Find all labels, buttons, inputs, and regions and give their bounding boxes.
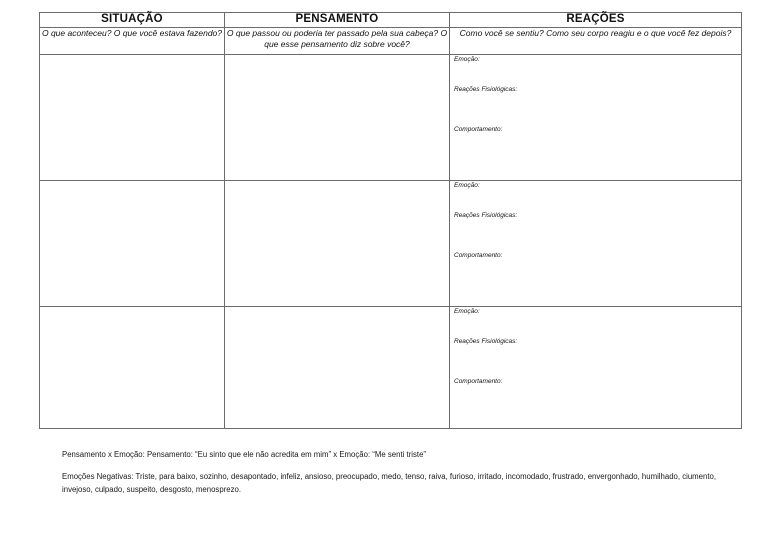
example-note: Pensamento x Emoção: Pensamento: “Eu sinto que ele não acredita em mim” x Emoção: “Me senti triste”: [62, 450, 427, 459]
situacao-cell[interactable]: [40, 181, 225, 307]
behavior-field-label: Comportamento:: [454, 252, 503, 259]
subheader-pensamento: O que passou ou poderia ter passado pela sua cabeça? O que esse pensamento diz sobre você?: [225, 28, 450, 55]
pensamento-cell[interactable]: [225, 181, 450, 307]
thought-record-sheet: [39, 12, 741, 429]
header-situacao: SITUAÇÃO: [40, 13, 225, 28]
pensamento-cell[interactable]: [225, 55, 450, 181]
reacoes-cell[interactable]: [450, 55, 742, 181]
pensamento-cell[interactable]: [225, 307, 450, 429]
physiological-field-label: Reações Fisiológicas:: [454, 338, 518, 345]
emotion-field-label: Emoção:: [454, 308, 480, 315]
situacao-cell[interactable]: [40, 307, 225, 429]
negative-emotions-note: Emoções Negativas: Triste, para baixo, sozinho, desapontado, infeliz, ansioso, preocupado, medo, tenso, raiva, furioso, irritado, incomodado, frustrado, envergonhado, humilhado, ciumento, invejoso, culpado, suspeito, desgosto, menosprezo.: [62, 472, 717, 494]
table-row: [40, 55, 742, 181]
header-pensamento: PENSAMENTO: [225, 13, 450, 28]
thought-record-table: [39, 12, 742, 429]
physiological-field-label: Reações Fisiológicas:: [454, 212, 518, 219]
behavior-field-label: Comportamento:: [454, 378, 503, 385]
header-reacoes: REAÇÕES: [450, 13, 742, 28]
emotion-field-label: Emoção:: [454, 56, 480, 63]
subheader-situacao: O que aconteceu? O que você estava fazendo?: [40, 28, 225, 55]
physiological-field-label: Reações Fisiológicas:: [454, 86, 518, 93]
reacoes-cell[interactable]: [450, 181, 742, 307]
emotion-field-label: Emoção:: [454, 182, 480, 189]
situacao-cell[interactable]: [40, 55, 225, 181]
subheader-row: [40, 28, 742, 55]
reacoes-cell[interactable]: [450, 307, 742, 429]
subheader-reacoes: Como você se sentiu? Como seu corpo reagiu e o que você fez depois?: [450, 28, 742, 55]
behavior-field-label: Comportamento:: [454, 126, 503, 133]
header-row: [40, 13, 742, 28]
table-row: [40, 307, 742, 429]
table-row: [40, 181, 742, 307]
